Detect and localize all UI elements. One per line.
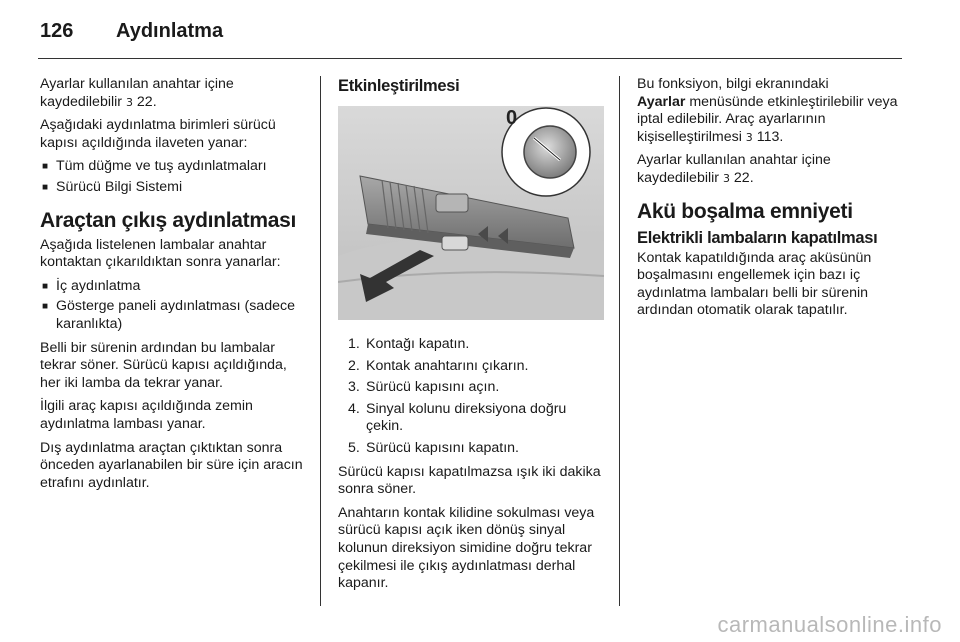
page-reference[interactable]: 22. [136,93,157,110]
paragraph: Ayarlar kullanılan anahtar içine kaydedilebilir 3 22. [637,152,831,186]
list-item: 2. Kontak anahtarını çıkarın. [348,357,529,374]
column-2 [338,76,606,599]
column-1 [40,76,308,498]
header-rule [38,58,902,59]
bullet-list [40,278,308,334]
list-item: 4. Sinyal kolunu direksiyona doğru çekin. [348,400,567,435]
turn-signal-lever-illustration [338,106,604,320]
page-header [38,18,900,58]
section-heading: Akü boşalma emniyeti [637,199,853,223]
list-item: 5. Sürücü kapısını kapatın. [348,439,520,456]
page-title: Aydınlatma [116,20,224,42]
list-item: ■ Tüm düğme ve tuş aydınlatmaları [40,158,308,176]
list-item: 3. Sürücü kapısını açın. [348,379,500,396]
page-reference-icon: 3 [722,171,730,185]
paragraph: Ayarlar kullanılan anahtar içine kaydedilebilir 3 22. [40,76,234,110]
list-item: ■ İç aydınlatma [40,278,308,296]
subsection-heading: Etkinleştirilmesi [338,77,460,95]
page-reference-icon: 3 [125,95,133,109]
page-number: 126 [40,20,74,42]
illustration-label: 0 [506,107,518,129]
page-reference[interactable]: 22. [733,169,754,186]
paragraph: Aşağıda listelenen lambalar anahtar kontaktan çıkarıldıktan sonra yanarlar: [40,236,281,271]
list-item: 1. Kontağı kapatın. [348,336,470,352]
step-list [338,336,606,458]
paragraph: İlgili araç kapısı açıldığında zemin aydınlatma lambası yanar. [40,398,253,432]
paragraph: Bu fonksiyon, bilgi ekranındaki Ayarlar menüsünde etkinleştirilebilir veya iptal edilebilir. Araç ayarlarının kişiselleştirilmesi 3 113. [637,76,898,145]
subsection-heading: Elektrikli lambaların kapatılması [637,228,878,247]
watermark: carmanualsonline.info [717,612,942,637]
bullet-list [40,158,308,196]
paragraph: Aşağıdaki aydınlatma birimleri sürücü kapısı açıldığında ilaveten yanar: [40,117,276,151]
paragraph: Dış aydınlatma araçtan çıktıktan sonra önceden ayarlanabilen bir süre için aracın etrafını aydınlatır. [40,439,303,491]
page-reference-icon: 3 [745,130,753,144]
list-item: ■ Gösterge paneli aydınlatması (sadece karanlıkta) [40,298,308,333]
paragraph: Kontak kapatıldığında araç aküsünün boşalmasını engellemek için bazı iç aydınlatma lambaları belli bir sürenin ardından otomatik olarak tapatılır. [637,249,872,319]
paragraph: Sürücü kapısı kapatılmazsa ışık iki dakika sonra söner. [338,463,601,498]
list-item: ■ Sürücü Bilgi Sistemi [40,179,308,197]
menu-name: Ayarlar [637,93,686,110]
paragraph: Belli bir sürenin ardından bu lambalar tekrar söner. Sürücü kapısı açıldığında, her iki lamba da tekrar yanar. [40,339,287,391]
column-divider-2 [619,76,620,606]
section-heading: Araçtan çıkış aydınlatması [40,208,296,232]
column-3 [637,76,905,326]
column-divider-1 [320,76,321,606]
paragraph: Anahtarın kontak kilidine sokulması veya sürücü kapısı açık iken dönüş sinyal kolunun direksiyon simidine doğru tekrar çekilmesi ile çıkış aydınlatması derhal kapanır. [338,504,595,592]
page-reference[interactable]: 113. [756,128,784,145]
